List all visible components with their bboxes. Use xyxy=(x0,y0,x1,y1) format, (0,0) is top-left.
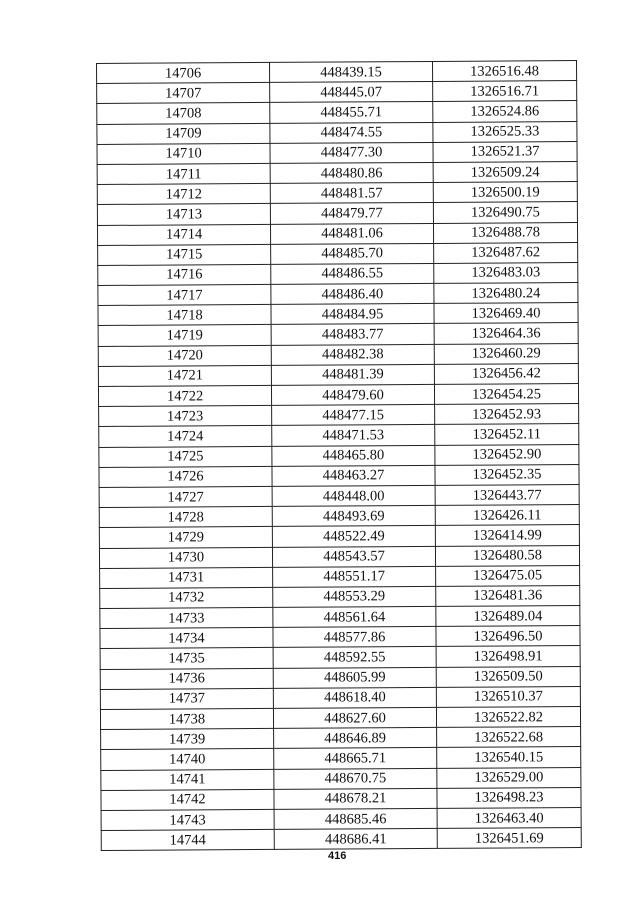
table-row xyxy=(101,828,581,851)
x-coordinate-cell: 448480.86 xyxy=(270,162,433,183)
x-coordinate-cell: 448522.49 xyxy=(272,526,435,547)
y-coordinate-cell: 1326414.99 xyxy=(435,525,579,546)
y-coordinate-cell: 1326489.04 xyxy=(436,606,580,627)
y-coordinate-cell: 1326490.75 xyxy=(433,202,577,223)
y-coordinate-cell: 1326452.35 xyxy=(435,464,579,485)
x-coordinate-cell: 448605.99 xyxy=(273,667,436,688)
point-id-cell: 14724 xyxy=(99,426,272,447)
point-id-cell: 14720 xyxy=(98,345,271,366)
point-id-cell: 14733 xyxy=(100,607,273,628)
x-coordinate-cell: 448477.30 xyxy=(270,142,433,163)
y-coordinate-cell: 1326460.29 xyxy=(434,343,578,364)
y-coordinate-cell: 1326481.36 xyxy=(436,585,580,606)
point-id-cell: 14718 xyxy=(98,305,271,326)
y-coordinate-cell: 1326521.37 xyxy=(433,141,577,162)
y-coordinate-cell: 1326498.23 xyxy=(437,787,581,808)
y-coordinate-cell: 1326516.48 xyxy=(432,61,576,82)
y-coordinate-cell: 1326463.40 xyxy=(437,807,581,828)
point-id-cell: 14737 xyxy=(100,688,273,709)
point-id-cell: 14719 xyxy=(98,325,271,346)
point-id-cell: 14709 xyxy=(97,123,270,144)
y-coordinate-cell: 1326522.68 xyxy=(437,727,581,748)
x-coordinate-cell: 448561.64 xyxy=(273,606,436,627)
y-coordinate-cell: 1326480.24 xyxy=(434,283,578,304)
point-id-cell: 14734 xyxy=(100,628,273,649)
point-id-cell: 14738 xyxy=(100,708,273,729)
point-id-cell: 14735 xyxy=(100,648,273,669)
y-coordinate-cell: 1326522.82 xyxy=(436,707,580,728)
point-id-cell: 14728 xyxy=(99,507,272,528)
x-coordinate-cell: 448553.29 xyxy=(273,586,436,607)
y-coordinate-cell: 1326540.15 xyxy=(437,747,581,768)
x-coordinate-cell: 448439.15 xyxy=(269,61,432,82)
y-coordinate-cell: 1326464.36 xyxy=(434,323,578,344)
x-coordinate-cell: 448484.95 xyxy=(271,304,434,325)
y-coordinate-cell: 1326487.62 xyxy=(434,242,578,263)
x-coordinate-cell: 448474.55 xyxy=(270,122,433,143)
point-id-cell: 14708 xyxy=(97,103,270,124)
x-coordinate-cell: 448483.77 xyxy=(271,324,434,345)
x-coordinate-cell: 448482.38 xyxy=(271,344,434,365)
x-coordinate-cell: 448577.86 xyxy=(273,627,436,648)
x-coordinate-cell: 448477.15 xyxy=(272,405,435,426)
y-coordinate-cell: 1326516.71 xyxy=(433,81,577,102)
x-coordinate-cell: 448543.57 xyxy=(272,546,435,567)
y-coordinate-cell: 1326509.24 xyxy=(433,162,577,183)
point-id-cell: 14730 xyxy=(99,547,272,568)
point-id-cell: 14711 xyxy=(97,163,270,184)
point-id-cell: 14706 xyxy=(97,62,270,83)
y-coordinate-cell: 1326496.50 xyxy=(436,626,580,647)
y-coordinate-cell: 1326500.19 xyxy=(433,182,577,203)
x-coordinate-cell: 448486.40 xyxy=(271,284,434,305)
x-coordinate-cell: 448479.60 xyxy=(271,384,434,405)
x-coordinate-cell: 448481.06 xyxy=(270,223,433,244)
x-coordinate-cell: 448665.71 xyxy=(274,748,437,769)
x-coordinate-cell: 448678.21 xyxy=(274,788,437,809)
y-coordinate-cell: 1326452.11 xyxy=(435,424,579,445)
x-coordinate-cell: 448646.89 xyxy=(274,728,437,749)
point-id-cell: 14726 xyxy=(99,466,272,487)
y-coordinate-cell: 1326510.37 xyxy=(436,686,580,707)
point-id-cell: 14716 xyxy=(98,264,271,285)
x-coordinate-cell: 448485.70 xyxy=(271,243,434,264)
y-coordinate-cell: 1326451.69 xyxy=(437,828,581,849)
point-id-cell: 14722 xyxy=(98,385,271,406)
point-id-cell: 14707 xyxy=(97,83,270,104)
y-coordinate-cell: 1326509.50 xyxy=(436,666,580,687)
point-id-cell: 14717 xyxy=(98,284,271,305)
point-id-cell: 14727 xyxy=(99,486,272,507)
point-id-cell: 14743 xyxy=(101,809,274,830)
y-coordinate-cell: 1326426.11 xyxy=(435,505,579,526)
x-coordinate-cell: 448481.39 xyxy=(271,364,434,385)
point-id-cell: 14739 xyxy=(101,729,274,750)
point-id-cell: 14723 xyxy=(99,406,272,427)
y-coordinate-cell: 1326529.00 xyxy=(437,767,581,788)
point-id-cell: 14714 xyxy=(97,224,270,245)
point-id-cell: 14740 xyxy=(101,749,274,770)
x-coordinate-cell: 448448.00 xyxy=(272,485,435,506)
coordinate-table xyxy=(96,60,582,851)
x-coordinate-cell: 448551.17 xyxy=(273,566,436,587)
point-id-cell: 14710 xyxy=(97,143,270,164)
y-coordinate-cell: 1326454.25 xyxy=(434,384,578,405)
x-coordinate-cell: 448627.60 xyxy=(273,707,436,728)
y-coordinate-cell: 1326456.42 xyxy=(434,363,578,384)
y-coordinate-cell: 1326452.93 xyxy=(435,404,579,425)
y-coordinate-cell: 1326480.58 xyxy=(435,545,579,566)
x-coordinate-cell: 448592.55 xyxy=(273,647,436,668)
x-coordinate-cell: 448481.57 xyxy=(270,183,433,204)
x-coordinate-cell: 448493.69 xyxy=(272,506,435,527)
x-coordinate-cell: 448479.77 xyxy=(270,203,433,224)
point-id-cell: 14736 xyxy=(100,668,273,689)
coordinate-table-body xyxy=(97,61,582,851)
x-coordinate-cell: 448445.07 xyxy=(270,82,433,103)
point-id-cell: 14742 xyxy=(101,789,274,810)
y-coordinate-cell: 1326469.40 xyxy=(434,303,578,324)
y-coordinate-cell: 1326488.78 xyxy=(433,222,577,243)
x-coordinate-cell: 448486.55 xyxy=(271,263,434,284)
point-id-cell: 14731 xyxy=(100,567,273,588)
y-coordinate-cell: 1326452.90 xyxy=(435,444,579,465)
point-id-cell: 14744 xyxy=(101,830,274,851)
point-id-cell: 14715 xyxy=(98,244,271,265)
y-coordinate-cell: 1326443.77 xyxy=(435,484,579,505)
y-coordinate-cell: 1326483.03 xyxy=(434,262,578,283)
point-id-cell: 14732 xyxy=(100,587,273,608)
point-id-cell: 14713 xyxy=(97,204,270,225)
y-coordinate-cell: 1326525.33 xyxy=(433,121,577,142)
x-coordinate-cell: 448618.40 xyxy=(273,687,436,708)
x-coordinate-cell: 448670.75 xyxy=(274,768,437,789)
y-coordinate-cell: 1326475.05 xyxy=(436,565,580,586)
x-coordinate-cell: 448463.27 xyxy=(272,465,435,486)
point-id-cell: 14721 xyxy=(98,365,271,386)
x-coordinate-cell: 448685.46 xyxy=(274,808,437,829)
point-id-cell: 14725 xyxy=(99,446,272,467)
x-coordinate-cell: 448686.41 xyxy=(274,829,437,850)
y-coordinate-cell: 1326498.91 xyxy=(436,646,580,667)
page-number: 416 xyxy=(328,850,347,862)
x-coordinate-cell: 448465.80 xyxy=(272,445,435,466)
y-coordinate-cell: 1326524.86 xyxy=(433,101,577,122)
point-id-cell: 14741 xyxy=(101,769,274,790)
x-coordinate-cell: 448455.71 xyxy=(270,102,433,123)
point-id-cell: 14729 xyxy=(99,527,272,548)
x-coordinate-cell: 448471.53 xyxy=(272,425,435,446)
point-id-cell: 14712 xyxy=(97,184,270,205)
